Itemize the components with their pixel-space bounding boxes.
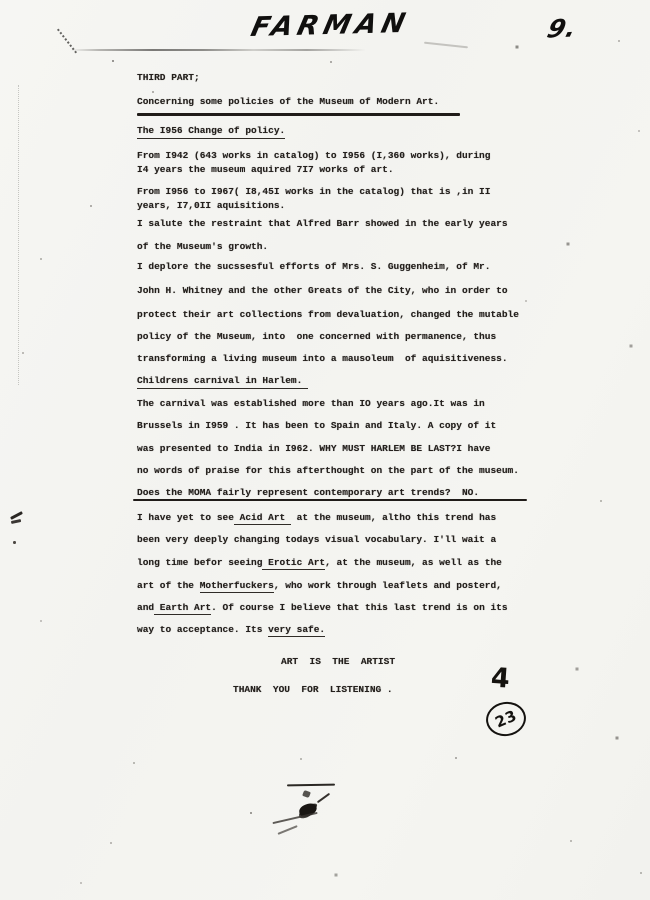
typed-line-moma-question: Does the MOMA fairly represent contemporary art trends? NO. [137,487,480,498]
typed-segment: I have yet to see [137,512,234,523]
scan-artifact-smudge [424,42,468,49]
ink-smudge-line [287,784,335,787]
typed-segment: way to acceptance. Its [137,624,269,635]
typed-segment: art of the [137,580,200,591]
typed-segment-underlined: very safe. [268,624,326,635]
typed-line: I salute the restraint that Alfred Barr showed in the early years [137,218,508,229]
circled-number-badge [484,699,529,739]
margin-scribble-mark [11,519,21,524]
typed-heading-childrens-carnival: Childrens carnival in Harlem. [137,375,308,389]
typed-line: From I956 to I967( I8,45I works in the catalog) that is ,in II [137,186,491,197]
typed-line-concerning-heading: Concerning some policies of the Museum of Modern Art. [137,96,440,107]
typed-segment: , at the museum, as well as the [325,557,502,568]
ink-smudge-streak [277,825,297,834]
handwritten-page-number: 9. [544,13,581,44]
margin-scribble-dot [13,541,16,544]
ink-smudge-streak [272,812,317,824]
margin-scribble-mark [10,511,23,520]
typed-segment: at the museum, altho this trend has [290,512,497,523]
typed-line: I deplore the sucssesful efforts of Mrs. S. Guggenheim, of Mr. [137,261,491,272]
typed-segment: , who work through leaflets and posterd, [273,580,502,591]
typed-line: The carnival was established more than IO years ago.It was in [137,398,485,409]
typed-line: of the Museum's growth. [137,241,269,252]
typed-line-acid-art [137,512,496,524]
typed-line: John H. Whitney and the other Greats of the City, who in order to [137,285,508,296]
typed-line-third-part: THIRD PART; [137,72,200,83]
paper-noise-specks [0,0,2,2]
typed-line: protect their art collections from devaluation, changed the mutable [137,309,519,320]
typed-line: been very deeply changing todays visual vocabulary. I'll wait a [137,534,497,545]
typed-line: no words of praise for this afterthought on the part of the museum. [137,465,519,476]
typed-segment-underlined: Erotic Art [262,557,326,568]
typed-line: policy of the Museum, into one concerned with permanence, thus [137,331,497,342]
typed-line-earth-art [137,602,508,614]
typed-line: years, I7,0II aquisitions. [137,200,286,211]
typed-segment: and [137,602,155,613]
circled-number-text: 23 [492,706,520,732]
typed-segment-underlined: Acid Art [233,512,291,523]
typed-heading-1956-policy: The I956 Change of policy. [137,125,285,139]
handwritten-number-4: 4 [489,662,511,695]
moma-underline-rule [133,499,527,501]
typed-closing-art-is-the-artist: ART IS THE ARTIST [281,656,396,667]
typed-segment-underlined: Motherfuckers [199,580,274,591]
typed-segment: long time befor seeing [137,557,263,568]
scan-artifact-diagonal-dots [57,29,77,54]
typed-line: transforming a living museum into a mausoleum of aquisitiveness. [137,353,508,364]
ink-smudge-arrow [317,793,330,803]
typed-closing-thank-you: THANK YOU FOR LISTENING . [233,684,393,695]
typed-line-motherfuckers [137,580,502,592]
ink-smudge-tick [302,790,311,798]
typed-line: From I942 (643 works in catalog) to I956 (I,360 works), during [137,150,491,161]
typed-line-erotic-art [137,557,502,569]
handwritten-author-name: FARMAN [248,7,413,44]
typed-line-very-safe [137,624,325,636]
heading-underline-rule [137,113,460,116]
typed-line: was presented to India in I962. WHY MUST HARLEM BE LAST?I have [137,443,491,454]
scan-artifact-horizontal-line [70,49,366,51]
typed-line: Brussels in I959 . It has been to Spain and Italy. A copy of it [137,420,497,431]
typed-segment-underlined: Earth Art [154,602,212,613]
scan-artifact-left-edge [18,85,19,385]
typed-segment: . Of course I believe that this last trend is on its [211,602,508,613]
typed-line: I4 years the museum aquired 7I7 works of art. [137,164,394,175]
